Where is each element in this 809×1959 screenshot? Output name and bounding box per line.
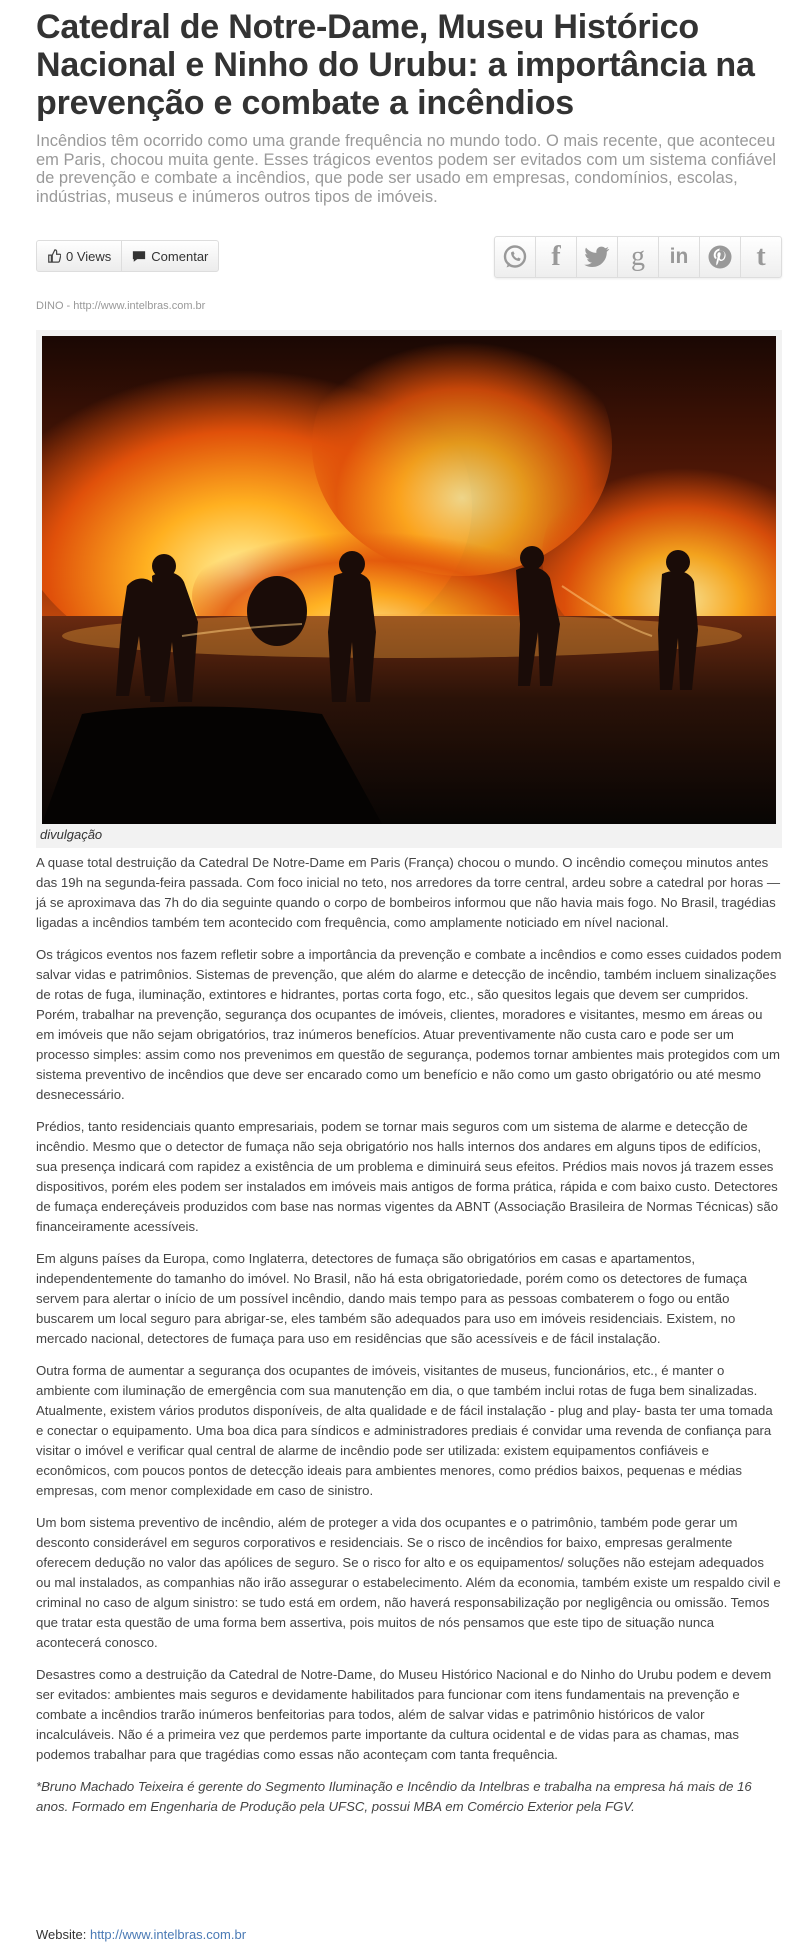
share-pinterest-button[interactable] — [699, 237, 740, 277]
whatsapp-icon — [502, 244, 528, 270]
comment-button[interactable] — [121, 241, 218, 271]
article-title: Catedral de Notre-Dame, Museu Histórico Nacional e Ninho do Urubu: a importância na prevenção e combate a incêndios — [36, 8, 755, 122]
pinterest-icon — [707, 244, 733, 270]
fire-scene-illustration — [42, 336, 776, 824]
comment-icon — [132, 250, 146, 263]
action-buttons — [36, 240, 219, 272]
article-paragraph: A quase total destruição da Catedral De Notre-Dame em Paris (França) chocou o mundo. O incêndio começou minutos antes das 19h na segunda-feira passada. Com foco inicial no teto, nos arredores da torre central, ardeu sobre a catedral por horas — já se aproximava das 7h do dia seguinte quando o corpo de bombeiros informou que não havia mais fogo. No Brasil, tragédias ligadas a incêndios também tem acontecido com frequência, como amplamente noticiado em nível nacional. — [36, 855, 781, 930]
article-paragraph: Os trágicos eventos nos fazem refletir sobre a importância da prevenção e combate a incêndios e como esses cuidados podem salvar vidas e patrimônios. Sistemas de prevenção, que além do alarme e detecção de incêndio, também incluem sinalizações de rotas de fuga, iluminação, extintores e hidrantes, portas corta fogo, etc., são quesitos legais que devem ser cumpridos. Porém, trabalhar na prevenção, segurança dos ocupantes de imóveis, clientes, moradores e visitantes, mesmo em áreas ou em imóveis que não sejam obrigatórios, traz inúmeros benefícios. Atuar preventivamente não custa caro e pode ser um processo simples: assim como nos prevenimos em questão de segurança, podemos tornar ambientes mais protegidos com um sistema preventivo de incêndios que deve ser encarado como um benefício e não como um gasto obrigatório ou até mesmo desnecessário. — [36, 947, 782, 1102]
website-link[interactable]: http://www.intelbras.com.br — [89, 1927, 247, 1942]
comment-label: Comentar — [151, 248, 209, 264]
website-line — [36, 1927, 246, 1942]
article-lead: Incêndios têm ocorrido como uma grande frequência no mundo todo. O mais recente, que aconteceu em Paris, chocou muita gente. Esses trágicos eventos podem ser evitados com um sistema confiável de prevenção e combate a incêndios, que pode ser usado em empresas, condomínios, escolas, indústrias, museus e inúmeros outros tipos de imóveis. — [36, 132, 777, 206]
share-tumblr-button[interactable] — [740, 237, 781, 277]
thumbs-up-icon — [47, 249, 61, 263]
share-linkedin-button[interactable] — [658, 237, 699, 277]
share-facebook-button[interactable] — [535, 237, 576, 277]
share-google-button[interactable] — [617, 237, 658, 277]
article-paragraph: Prédios, tanto residenciais quanto empresariais, podem se tornar mais seguros com um sistema de alarme e detecção de incêndio. Mesmo que o detector de fumaça não seja obrigatório nos halls internos dos andares em alguns tipos de edifícios, sua presença indicará com rapidez a existência de um problema e diminuirá seus efeitos. Prédios mais novos já trazem esses dispositivos, porém eles podem ser instalados em imóveis mais antigos de forma prática, rápida e com baixo custo. Detectores de fumaça endereçáveis produzidos com base nas normas vigentes da ABNT (Associação Brasileira de Normas Técnicas) são financeiramente acessíveis. — [36, 1119, 779, 1234]
article-paragraph: Outra forma de aumentar a segurança dos ocupantes de imóveis, visitantes de museus, funcionários, etc., é manter o ambiente com iluminação de emergência com sua manutenção em dia, o que também inclui rotas de fuga bem sinalizadas. Atualmente, existem vários produtos disponíveis, de alta qualidade e de fácil instalação - plug and play- basta ter uma tomada e conectar o equipamento. Uma boa dica para síndicos e administradores prediais é convidar uma revenda de confiança para visitar o imóvel e verificar qual central de alarme de incêndio pode ser utilizada: existem equipamentos confiáveis e econômicos, com poucos pontos de detecção ideais para ambientes menores, como prédios baixos, pequenas e médias empresas, com menor complexidade em caso de sinistro. — [36, 1363, 773, 1498]
views-button[interactable] — [37, 241, 121, 271]
linkedin-icon: in — [669, 245, 689, 268]
facebook-icon: f — [551, 241, 561, 272]
tumblr-icon: t — [756, 241, 766, 272]
article-paragraph: Um bom sistema preventivo de incêndio, além de proteger a vida dos ocupantes e o patrimônio, também pode gerar um desconto considerável em seguros corporativos e residenciais. Se o risco de incêndios for baixo, empresas geralmente oferecem dedução no valor das apólices de seguro. Se o risco for alto e os equipamentos/ soluções não estejam adequados ou mal instalados, as companhias não irão assegurar o estabelecimento. Além da economia, também existe um respaldo civil e criminal no caso de algum sinistro: se tudo está em ordem, não haverá responsabilização por negligência ou omissão. Temos que tratar esta questão de uma forma bem assertiva, pois muitos de nós pensamos que este tipo de situação nunca acontecerá conosco. — [36, 1515, 781, 1650]
share-twitter-button[interactable] — [576, 237, 617, 277]
article-toolbar — [36, 236, 782, 280]
firefighters-photo — [42, 336, 776, 824]
article-figure — [36, 330, 782, 848]
website-label: Website: — [36, 1927, 87, 1942]
share-whatsapp-button[interactable] — [495, 237, 535, 277]
article-container — [36, 0, 782, 1942]
article-paragraph: Desastres como a destruição da Catedral de Notre-Dame, do Museu Histórico Nacional e do Ninho do Urubu podem e devem ser evitados: ambientes mais seguros e devidamente habilitados para funcionar com itens fundamentais na prevenção e combate a incêndios trarão inúmeros benfeitorias para todos, além de salvar vidas e patrimônio históricos de valor incalculáveis. Não é a primeira vez que perdemos parte importante da cultura ocidental e de vidas para as chamas, mas podemos trabalhar para que tragédias como essas não aconteçam com tanta frequência. — [36, 1667, 772, 1762]
article-body — [36, 853, 782, 1829]
article-paragraph: Em alguns países da Europa, como Inglaterra, detectores de fumaça são obrigatórios em casas e apartamentos, independentemente do tamanho do imóvel. No Brasil, não há esta obrigatoriedade, porém como os detectores de fumaça servem para alertar o início de um possível incêndio, dando mais tempo para as pessoas combaterem o fogo ou então buscarem um local seguro para abrigar-se, eles também são adequados para uso em imóveis residenciais. Existem, no mercado nacional, detectores de fumaça para uso em residências que são acessíveis e de fácil instalação. — [36, 1251, 748, 1346]
article-source: DINO - http://www.intelbras.com.br — [36, 300, 206, 312]
image-caption: divulgação — [40, 827, 103, 842]
author-signature: *Bruno Machado Teixeira é gerente do Segmento Iluminação e Incêndio da Intelbras e trabalha na empresa há mais de 16 anos. Formado em Engenharia de Produção pela UFSC, possui MBA em Comércio Exterior pela FGV. — [36, 1779, 752, 1814]
views-count: 0 Views — [66, 248, 112, 264]
google-plus-icon: g — [631, 241, 645, 272]
share-bar — [494, 236, 782, 278]
twitter-icon — [584, 246, 610, 268]
